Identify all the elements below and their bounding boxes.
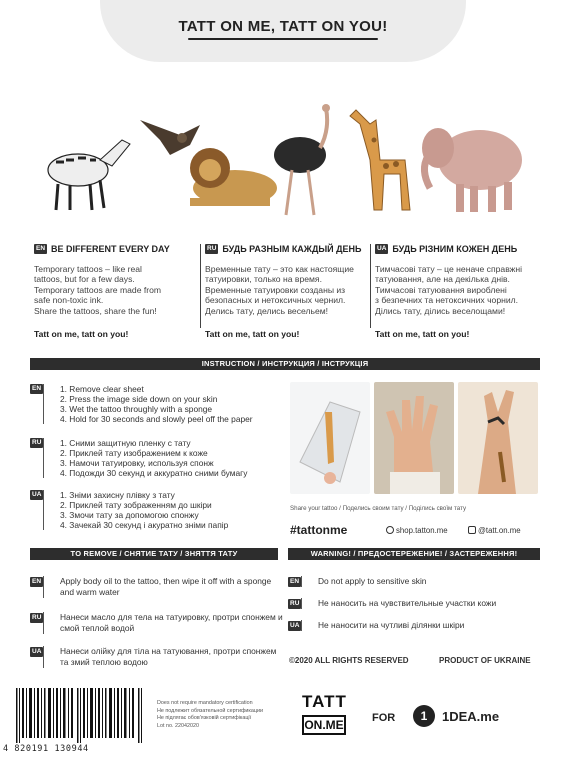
lang-col-ru <box>200 244 370 339</box>
step-item: 1. Сними защитную пленку с тату <box>60 438 191 448</box>
step-item: 4. Зачекай 30 секунд і акуратно зніми папір <box>60 520 229 530</box>
step-item: 3. Намочи татуировку, используя спонж <box>60 458 214 468</box>
warning-text: Не наносити на чутливі ділянки шкіри <box>301 620 538 631</box>
body-line: Ділись тату, ділись веселощами! <box>375 305 506 316</box>
instagram-icon <box>468 526 476 534</box>
lang-badge: UA <box>32 648 42 655</box>
copyright: ©2020 ALL RIGHTS RESERVED <box>289 656 409 665</box>
instruction-steps-ua <box>30 490 285 530</box>
giraffe-illustration <box>350 110 410 210</box>
step-item: 2. Press the image side down on your skin <box>60 394 218 404</box>
remove-item-ru <box>30 612 285 634</box>
cert-line: Не підлягає обов'язковій сертифікації <box>157 715 252 722</box>
instruction-steps-en <box>30 384 285 424</box>
lang-badge: EN <box>290 578 300 585</box>
lang-col-en <box>30 244 200 339</box>
lang-badge: RU <box>207 245 217 253</box>
lang-body <box>205 264 364 317</box>
certification-note <box>157 700 263 730</box>
instagram-handle: @tatt.on.me <box>478 526 521 535</box>
lang-badge: EN <box>36 245 46 253</box>
cert-line: Does not require mandatory certification <box>157 700 253 706</box>
warning-item-ru <box>288 598 538 609</box>
warning-item-en <box>288 576 538 587</box>
lang-badge: RU <box>290 600 300 607</box>
remove-item-ua <box>30 646 285 668</box>
step-item: 1. Remove clear sheet <box>60 384 144 394</box>
body-line: Temporary tattoos – like real <box>34 263 142 274</box>
lang-badge: EN <box>32 385 42 392</box>
body-line: Temporary tattoos are made from <box>34 284 162 295</box>
page-title: TATT ON ME, TATT ON YOU! <box>0 18 566 40</box>
remove-text: Нанеси олійку для тіла на татуювання, протри спонжем та змий теплою водою <box>43 646 285 668</box>
remove-header: TO REMOVE / СНЯТИЕ ТАТУ / ЗНЯТТЯ ТАТУ <box>30 548 278 560</box>
instagram-link[interactable] <box>468 526 521 535</box>
barcode-number: 4 820191 130944 <box>3 744 89 754</box>
share-caption: Share your tattoo / Поделись своим тату / Подiлись своїм тату <box>290 505 467 512</box>
body-line: tattoos, but for a few days. <box>34 274 135 285</box>
lang-badge: EN <box>32 578 42 585</box>
cert-line: Не подлежит обязательной сертификации <box>157 707 263 714</box>
instruction-steps-ru <box>30 438 285 478</box>
body-line: safe non-toxic ink. <box>34 295 104 306</box>
logo-bottom-text: ON.ME <box>302 715 346 735</box>
language-descriptions <box>30 244 540 339</box>
product-origin: PRODUCT OF UKRAINE <box>439 656 531 665</box>
body-line: Share the tattoos, share the fun! <box>34 305 157 316</box>
tatt-on-me-logo <box>302 693 346 739</box>
warning-header: WARNING! / ПРЕДОСТЕРЕЖЕНИЕ! / ЗАСТЕРЕЖЕННЯ! <box>288 548 540 560</box>
step-item: 3. Змочи тату за допомогою спонжу <box>60 510 199 520</box>
lang-badge: RU <box>32 439 42 446</box>
globe-icon <box>386 526 394 534</box>
body-line: з безпечних та нетоксичних чорнил. <box>375 295 519 306</box>
step-item: 1. Зніми захисну плівку з тату <box>60 490 175 500</box>
elephant-illustration <box>422 128 522 212</box>
logo-top-text: TATT <box>302 692 347 711</box>
shop-link[interactable] <box>386 526 448 535</box>
warning-text: Не наносить на чувствительные участки кожи <box>301 598 538 609</box>
body-line: Временные татуировки созданы из <box>205 284 346 295</box>
step-item: 2. Приклей тату зображенням до шкіри <box>60 500 212 510</box>
zebra-illustration <box>48 140 130 210</box>
lang-col-ua <box>370 244 540 339</box>
step-item: 3. Wet the tattoo throughly with a sponge <box>60 404 213 414</box>
shop-url: shop.tatton.me <box>396 526 448 535</box>
body-line: Тимчасові татуювання вироблені <box>375 284 507 295</box>
lang-body <box>34 264 194 317</box>
eagle-illustration <box>140 120 200 155</box>
body-line: татуировки, только на время. <box>205 274 322 285</box>
cert-line: Lot no. 22042020 <box>157 722 199 729</box>
photo-tattooed-arm <box>458 382 538 494</box>
lang-body <box>375 264 534 317</box>
photo-hand-press <box>374 382 454 494</box>
idea-logo-icon: 1 <box>413 705 435 727</box>
photo-tattoo-sheet <box>290 382 370 494</box>
barcode <box>12 688 152 743</box>
lang-title: БУДЬ РІЗНИМ КОЖЕН ДЕНЬ <box>392 244 518 254</box>
body-line: безопасных и нетоксичных чернил. <box>205 295 346 306</box>
lang-badge: RU <box>32 614 42 621</box>
for-label: FOR <box>372 712 396 724</box>
hashtag: #tattonme <box>290 523 348 537</box>
lang-slogan: Tatt on me, tatt on you! <box>34 328 129 339</box>
lang-slogan: Tatt on me, tatt on you! <box>375 328 470 339</box>
body-line: Временные тату – это как настоящие <box>205 263 354 274</box>
body-line: Делись тату, делись весельем! <box>205 305 329 316</box>
idea-logo-text: 1DEA.me <box>442 709 500 724</box>
ostrich-illustration <box>274 104 330 215</box>
lang-badge: UA <box>32 491 42 498</box>
warning-item-ua <box>288 620 538 631</box>
lang-slogan: Tatt on me, tatt on you! <box>205 328 300 339</box>
step-item: 2. Приклей тату изображением к коже <box>60 448 208 458</box>
remove-item-en <box>30 576 285 598</box>
step-item: 4. Hold for 30 seconds and slowly peel off the paper <box>60 414 253 424</box>
lion-illustration <box>190 148 277 206</box>
remove-text: Apply body oil to the tattoo, then wipe it off with a sponge and warm water <box>43 576 285 598</box>
body-line: татуювання, але на декілька днів. <box>375 274 510 285</box>
lang-title: БУДЬ РАЗНЫМ КАЖДЫЙ ДЕНЬ <box>222 244 362 254</box>
remove-text: Нанеси масло для тела на татуировку, протри спонжем и смой теплой водой <box>43 612 285 634</box>
animals-illustration <box>30 100 535 230</box>
lang-title: BE DIFFERENT EVERY DAY <box>51 244 170 254</box>
instruction-header: INSTRUCTION / ИНСТРУКЦИЯ / ІНСТРУКЦІЯ <box>30 358 540 370</box>
step-item: 4. Подожди 30 секунд и аккуратно сними бумагу <box>60 468 248 478</box>
body-line: Тимчасові тату – це неначе справжні <box>375 263 523 274</box>
lang-badge: UA <box>290 622 300 629</box>
warning-text: Do not apply to sensitive skin <box>301 576 538 587</box>
lang-badge: UA <box>377 245 387 253</box>
